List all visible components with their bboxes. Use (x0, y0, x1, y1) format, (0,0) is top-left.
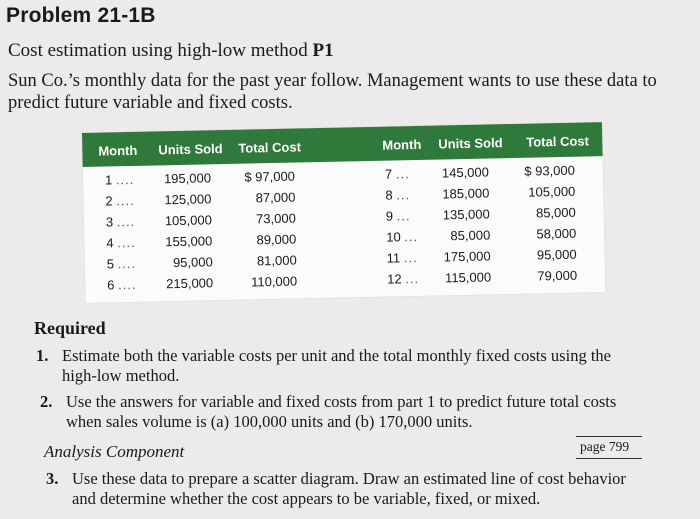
cost-cell: $ 97,000 (244, 168, 296, 185)
table-header (82, 122, 603, 167)
header-month-right: Month (382, 136, 422, 153)
header-cost-right: Total Cost (526, 133, 590, 150)
page-reference: page 799 (576, 436, 642, 459)
leader-dots: ... (396, 208, 411, 224)
units-cell: 125,000 (164, 191, 212, 208)
cost-cell: 58,000 (536, 225, 577, 242)
cost-cell: 81,000 (256, 252, 297, 269)
cost-cell: 89,000 (256, 231, 297, 248)
problem-title (8, 40, 334, 62)
item-line: high-low method. (62, 366, 180, 385)
month-number: 6 (107, 277, 115, 293)
leader-dots: .... (117, 276, 137, 293)
cost-cell: 105,000 (528, 183, 576, 200)
problem-code: P1 (312, 40, 334, 61)
leader-dots: ... (405, 270, 420, 287)
header-units-left: Units Sold (158, 141, 223, 158)
units-cell: 105,000 (164, 212, 213, 229)
header-month-left: Month (98, 142, 138, 159)
intro-text: Sun Co.’s monthly data for the past year follow. Management wants to use these data to predict future variable and fixed costs. (8, 71, 657, 113)
cost-cell: 87,000 (255, 189, 296, 206)
month-cell (387, 250, 418, 266)
units-cell: 155,000 (165, 233, 213, 250)
month-cell (387, 271, 419, 287)
month-number: 11 (386, 250, 401, 266)
item-number: 2. (40, 392, 53, 411)
units-cell: 215,000 (166, 275, 214, 292)
leader-dots: ... (403, 249, 418, 266)
data-table (82, 122, 605, 303)
month-number: 4 (106, 235, 114, 251)
cost-cell: 110,000 (250, 273, 298, 290)
month-number: 10 (386, 229, 401, 245)
cost-cell: 95,000 (536, 246, 577, 263)
header-cost-left: Total Cost (238, 139, 302, 156)
leader-dots: .... (117, 234, 136, 251)
cost-cell: 79,000 (537, 267, 578, 284)
cost-cell: 73,000 (255, 210, 296, 227)
required-heading: Required (34, 318, 106, 338)
item-line: Use these data to prepare a scatter diagram. Draw an estimated line of cost behavior (72, 469, 626, 488)
units-cell: 95,000 (172, 254, 213, 271)
month-number: 8 (385, 187, 393, 203)
month-cell (386, 229, 418, 245)
problem-title-text: Cost estimation using high-low method (8, 40, 308, 61)
month-number: 5 (106, 256, 115, 272)
month-number: 9 (385, 208, 394, 224)
month-number: 3 (105, 214, 114, 230)
leader-dots: ... (395, 166, 410, 182)
month-number: 2 (105, 193, 113, 209)
units-cell: 115,000 (444, 269, 492, 286)
month-cell (386, 208, 411, 224)
leader-dots: ... (404, 228, 419, 245)
leader-dots: ... (396, 187, 411, 203)
item-text (72, 469, 626, 509)
month-number: 1 (104, 172, 113, 188)
cost-cell: $ 93,000 (524, 162, 576, 179)
units-cell: 85,000 (450, 227, 491, 244)
header-units-right: Units Sold (438, 135, 503, 152)
item-line: and determine whether the cost appears to be variable, fixed, or mixed. (72, 489, 541, 508)
item-number: 3. (46, 469, 59, 488)
item-text (66, 392, 616, 432)
item-line: Estimate both the variable costs per unit and the total monthly fixed costs using the (62, 346, 611, 365)
item-line: Use the answers for variable and fixed costs from part 1 to predict future total costs (66, 392, 617, 411)
item-line: when sales volume is (a) 100,000 units and (b) 170,000 units. (66, 412, 473, 431)
cost-cell: 85,000 (535, 204, 576, 221)
units-cell: 145,000 (441, 164, 490, 181)
month-number: 12 (386, 271, 402, 287)
units-cell: 195,000 (163, 170, 212, 187)
problem-number: Problem 21-1B (6, 4, 156, 27)
item-number: 1. (36, 346, 49, 365)
month-cell (385, 166, 410, 182)
units-cell: 185,000 (442, 185, 490, 202)
analysis-heading: Analysis Component (44, 442, 185, 461)
leader-dots: .... (116, 192, 135, 209)
leader-dots: .... (117, 255, 137, 272)
leader-dots: .... (116, 213, 136, 230)
month-number: 7 (384, 166, 393, 182)
leader-dots: .... (115, 171, 135, 188)
units-cell: 175,000 (443, 248, 491, 265)
units-cell: 135,000 (442, 206, 490, 223)
month-cell (385, 187, 410, 203)
item-text (62, 346, 611, 386)
